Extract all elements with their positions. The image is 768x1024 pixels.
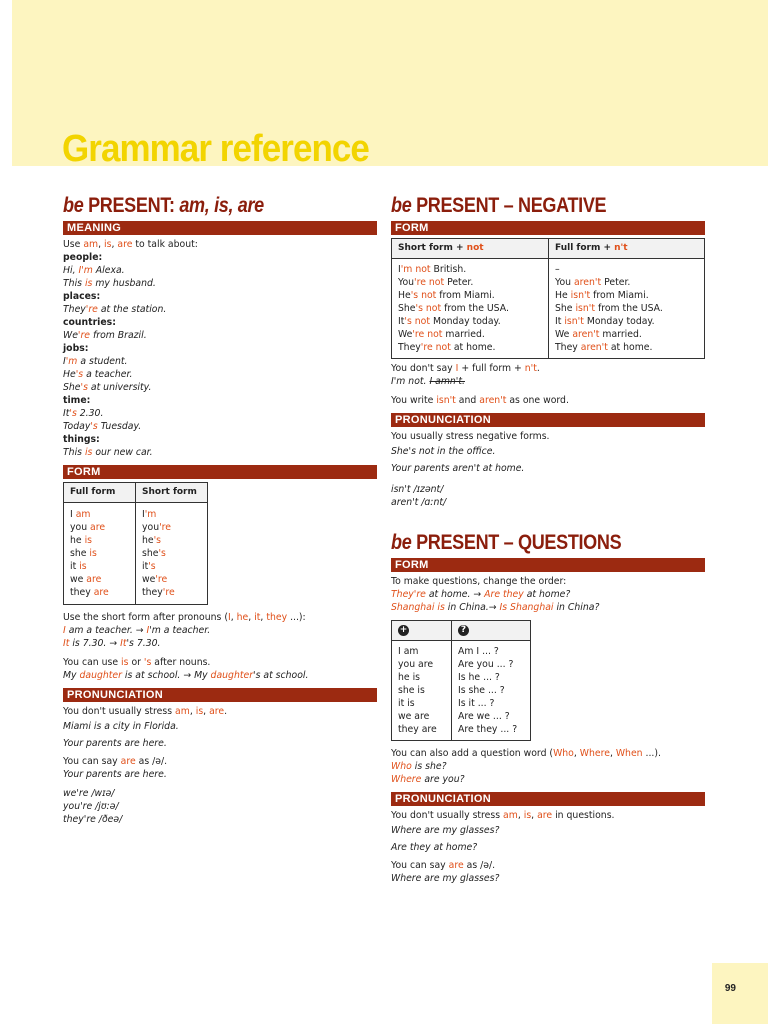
neg-note: You write isn't and aren't as one word. — [391, 395, 569, 406]
cell-line: They aren't at home. — [555, 342, 653, 353]
cell-line: I am — [70, 509, 91, 520]
example-line: Miami is a city in Florida. — [63, 721, 179, 732]
cell-line: You're not Peter. — [398, 277, 474, 288]
cell-line: She's not from the USA. — [398, 303, 509, 314]
cell-line: I am — [398, 646, 419, 657]
table-cell — [392, 641, 452, 741]
example-line: We're from Brazil. — [63, 330, 147, 341]
right-column — [391, 194, 705, 885]
cell-line: we are — [398, 711, 430, 722]
example-line: He's a teacher. — [63, 369, 133, 380]
pron-note: You don't usually stress am, is, are in questions. — [391, 810, 615, 821]
example-line: Shanghai is in China.→ Is Shanghai in China? — [391, 602, 600, 613]
cell-line: he's — [142, 535, 162, 546]
cell-line: Are we ... ? — [458, 711, 510, 722]
cell-line: they're — [142, 587, 175, 598]
example-line: This is our new car. — [63, 447, 153, 458]
negative-table — [391, 238, 705, 359]
pron-note: You don't usually stress am, is, are. — [63, 706, 228, 717]
example-line: I am a teacher. → I'm a teacher. — [63, 625, 211, 636]
pronunciation-bar: PRONUNCIATION — [391, 413, 705, 427]
table-header — [452, 621, 531, 641]
cell-line: It's not Monday today. — [398, 316, 501, 327]
example-line: Today's Tuesday. — [63, 421, 142, 432]
form-bar: FORM — [391, 558, 705, 572]
example-line: Your parents are here. — [63, 738, 167, 749]
example-line: Who is she? — [391, 761, 447, 772]
example-line: Where are you? — [391, 774, 465, 785]
cell-line: Is she ... ? — [458, 685, 505, 696]
example-line: Your parents aren't at home. — [391, 463, 525, 474]
pronunciation-bar: PRONUNCIATION — [391, 792, 705, 806]
page-title: Grammar reference — [62, 128, 369, 170]
example-line: It's 2.30. — [63, 408, 104, 419]
cell-line: she is — [70, 548, 97, 559]
cell-line: – — [555, 264, 560, 275]
cell-line: they are — [70, 587, 109, 598]
example-line: They're at the station. — [63, 304, 167, 315]
example-line: My daughter is at school. → My daughter's at school. — [63, 670, 309, 681]
table-cell — [452, 641, 531, 741]
table-header: Short form — [136, 483, 208, 503]
cell-line: Am I ... ? — [458, 646, 499, 657]
q-intro: To make questions, change the order: — [391, 576, 567, 587]
label-people: people: — [63, 252, 103, 263]
cell-line: Are they ... ? — [458, 724, 518, 735]
ipa-line: isn't /ɪzənt/ — [391, 484, 444, 495]
label-time: time: — [63, 395, 91, 406]
cell-line: we're — [142, 574, 168, 585]
ipa-line: they're /ðeə/ — [63, 814, 123, 825]
cell-line: it's — [142, 561, 156, 572]
label-places: places: — [63, 291, 101, 302]
page-number: 99 — [724, 983, 736, 994]
cell-line: Is it ... ? — [458, 698, 495, 709]
table-header — [392, 621, 452, 641]
questions-table — [391, 620, 531, 741]
cell-line: he is — [70, 535, 93, 546]
cell-line: I'm not British. — [398, 264, 467, 275]
cell-line: he is — [398, 672, 420, 683]
form-table — [63, 482, 208, 605]
pronunciation-bar: PRONUNCIATION — [63, 688, 377, 702]
cell-line: you are — [398, 659, 434, 670]
example-line: Your parents are here. — [63, 769, 167, 780]
ipa-line: you're /jʊːə/ — [63, 801, 119, 812]
example-line: I'm a student. — [63, 356, 128, 367]
example-line: Where are my glasses? — [391, 873, 500, 884]
table-cell — [64, 503, 136, 605]
neg-note: You don't say I + full form + n't. — [391, 363, 540, 374]
table-header: Full form + n't — [549, 239, 705, 259]
example-line: She's not in the office. — [391, 446, 496, 457]
cell-line: you are — [70, 522, 106, 533]
cell-line: we are — [70, 574, 102, 585]
table-header: Short form + not — [392, 239, 549, 259]
pron-note: You can say are as /ə/. — [63, 756, 168, 767]
section-heading-be-present: be PRESENT: am, is, are — [63, 194, 264, 217]
example-line: This is my husband. — [63, 278, 156, 289]
example-line: I'm not. I amn't. — [391, 376, 465, 387]
cell-line: You aren't Peter. — [555, 277, 631, 288]
example-line: Are they at home? — [391, 842, 478, 853]
cell-line: Is he ... ? — [458, 672, 500, 683]
form-note: You can use is or 's after nouns. — [63, 657, 211, 668]
meaning-bar: MEANING — [63, 221, 377, 235]
meaning-intro: Use am, is, are to talk about: — [63, 239, 198, 250]
plus-icon: + — [399, 625, 408, 635]
cell-line: they are — [398, 724, 437, 735]
ipa-line: we're /wɪə/ — [63, 788, 115, 799]
table-cell — [136, 503, 208, 605]
label-things: things: — [63, 434, 100, 445]
cell-line: She isn't from the USA. — [555, 303, 663, 314]
label-countries: countries: — [63, 317, 116, 328]
cell-line: Are you ... ? — [458, 659, 514, 670]
question-icon: ? — [458, 625, 469, 636]
example-line: She's at university. — [63, 382, 152, 393]
cell-line: They're not at home. — [398, 342, 496, 353]
cell-line: it is — [398, 698, 415, 709]
ipa-line: aren't /ɑːnt/ — [391, 497, 447, 508]
table-cell — [549, 259, 705, 359]
section-heading-questions: be PRESENT – QUESTIONS — [391, 531, 622, 554]
form-bar: FORM — [63, 465, 377, 479]
cell-line: We aren't married. — [555, 329, 642, 340]
example-line: It is 7.30. → It's 7.30. — [63, 638, 161, 649]
form-note: Use the short form after pronouns (I, he, it, they ...): — [63, 612, 306, 623]
table-header: Full form — [64, 483, 136, 503]
cell-line: We're not married. — [398, 329, 485, 340]
table-cell — [392, 259, 549, 359]
form-bar: FORM — [391, 221, 705, 235]
cell-line: she is — [398, 685, 425, 696]
cell-line: she's — [142, 548, 166, 559]
cell-line: you're — [142, 522, 171, 533]
cell-line: He's not from Miami. — [398, 290, 495, 301]
example-line: They're at home. → Are they at home? — [391, 589, 571, 600]
label-jobs: jobs: — [63, 343, 89, 354]
page-number-tab — [712, 963, 768, 1024]
example-line: Where are my glasses? — [391, 825, 500, 836]
q-note: You can also add a question word (Who, Where, When ...). — [391, 748, 661, 759]
section-heading-negative: be PRESENT – NEGATIVE — [391, 194, 607, 217]
left-column — [63, 194, 377, 826]
pron-note: You can say are as /ə/. — [391, 860, 496, 871]
example-line: Hi, I'm Alexa. — [63, 265, 125, 276]
cell-line: He isn't from Miami. — [555, 290, 649, 301]
cell-line: I'm — [142, 509, 157, 520]
cell-line: it is — [70, 561, 87, 572]
cell-line: It isn't Monday today. — [555, 316, 655, 327]
pron-note: You usually stress negative forms. — [391, 431, 550, 442]
